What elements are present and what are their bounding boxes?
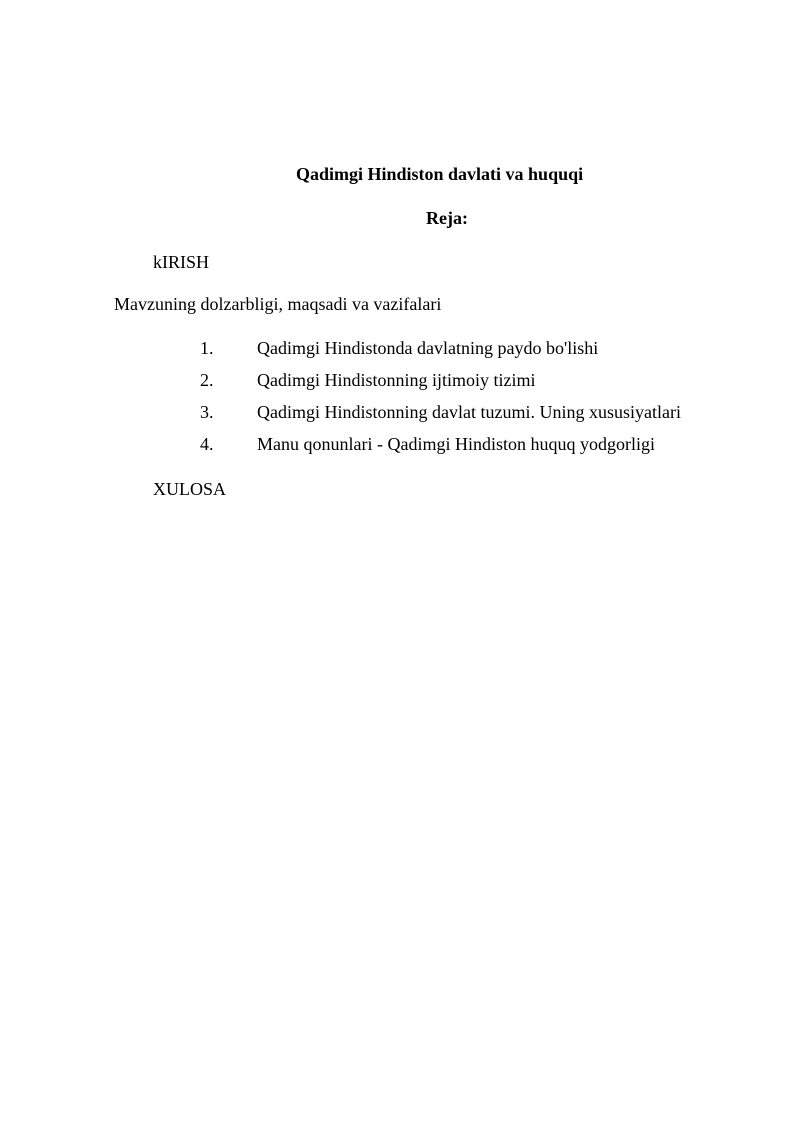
document-title: Qadimgi Hindiston davlati va huquqi <box>296 164 584 184</box>
plan-heading: Reja: <box>426 208 468 228</box>
conclusion-label: XULOSA <box>153 479 227 499</box>
plan-item-number: 2. <box>200 370 214 390</box>
plan-item-number: 4. <box>200 434 214 454</box>
plan-item-text: Qadimgi Hindistonda davlatning paydo bo'lishi <box>257 338 599 358</box>
plan-item-3 <box>0 400 800 432</box>
plan-item-1 <box>0 336 800 368</box>
plan-item-text: Qadimgi Hindistonning ijtimoiy tizimi <box>257 370 536 390</box>
plan-item-number: 3. <box>200 402 214 422</box>
plan-item-4 <box>0 432 800 464</box>
plan-item-number: 1. <box>200 338 214 358</box>
plan-item-text: Manu qonunlari - Qadimgi Hindiston huquq yodgorligi <box>257 434 655 454</box>
plan-item-2 <box>0 368 800 400</box>
plan-item-text: Qadimgi Hindistonning davlat tuzumi. Uning xususiyatlari <box>257 402 681 422</box>
topic-line: Mavzuning dolzarbligi, maqsadi va vazifalari <box>114 294 442 314</box>
introduction-label: kIRISH <box>153 252 210 272</box>
plan-list <box>0 336 800 464</box>
